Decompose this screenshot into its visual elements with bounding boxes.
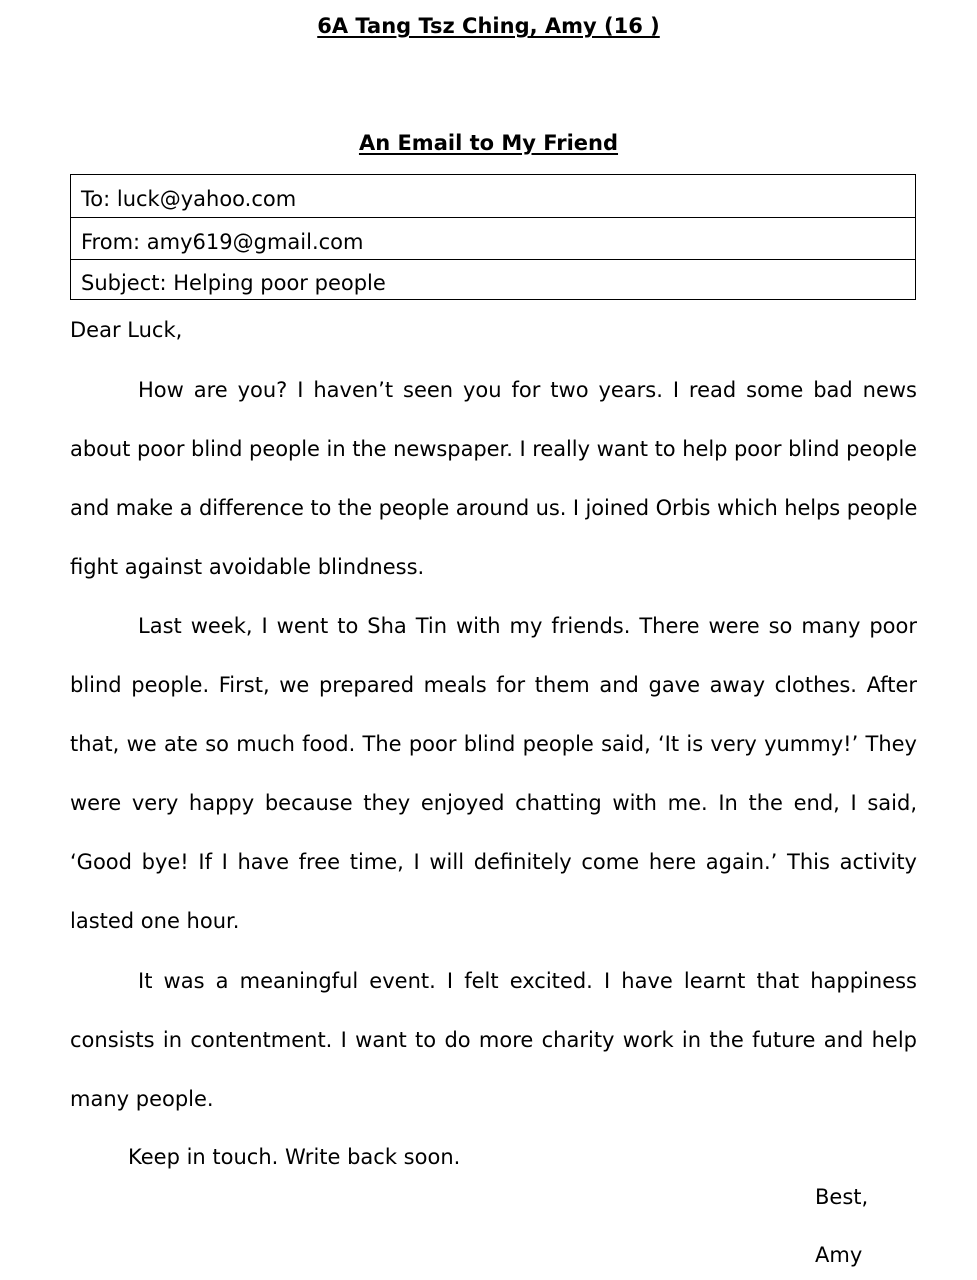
paragraph-line: It was a meaningful event. I felt excited. I have learnt that happiness [138,969,917,993]
paragraph-line: consists in contentment. I want to do more charity work in the future and help [70,1028,917,1052]
paragraph-line: ‘Good bye! If I have free time, I will definitely come here again.’ This activity [70,850,917,874]
salutation: Dear Luck, [70,318,183,342]
paragraph-line: lasted one hour. [70,909,240,933]
student-name-line: 6A Tang Tsz Ching, Amy (16 ) [317,14,660,38]
paragraph-line: that, we ate so much food. The poor blind people said, ‘It is very yummy!’ They [70,732,917,756]
page-title: An Email to My Friend [358,131,619,155]
email-from-field: From: amy619@gmail.com [71,217,915,259]
body-paragraph [70,597,917,951]
paragraph-line: were very happy because they enjoyed chatting with me. In the end, I said, [70,791,917,815]
body-paragraph [70,952,917,1129]
signature: Amy [815,1243,863,1267]
paragraph-line: and make a difference to the people around us. I joined Orbis which helps people [70,496,918,520]
paragraph-line: blind people. First, we prepared meals for them and gave away clothes. After [70,673,917,697]
paragraph-line: many people. [70,1087,214,1111]
paragraph-line: Last week, I went to Sha Tin with my friends. There were so many poor [138,614,917,638]
email-header-table [70,174,916,300]
closing-line: Keep in touch. Write back soon. [128,1145,461,1169]
signoff: Best, [815,1185,869,1209]
body-paragraph [70,361,917,597]
paragraph-line: about poor blind people in the newspaper. I really want to help poor blind people [70,437,917,461]
paragraph-line: How are you? I haven’t seen you for two years. I read some bad news [138,378,917,402]
email-to-field: To: luck@yahoo.com [81,187,297,211]
paragraph-line: fight against avoidable blindness. [70,555,425,579]
email-subject-field: Subject: Helping poor people [71,259,915,299]
